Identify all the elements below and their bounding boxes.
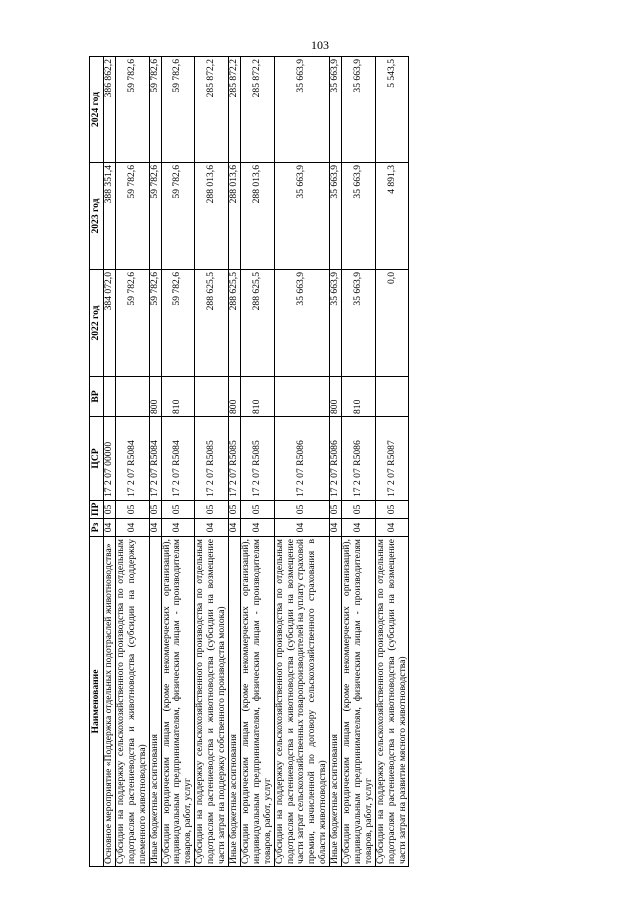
cell-y2024: 5 543,5 xyxy=(375,57,409,163)
cell-rz: 04 xyxy=(330,519,342,537)
cell-y2023: 288 013,6 xyxy=(195,163,229,270)
cell-name: Основное мероприятие «Поддержка отдельных подотраслей животноводства» xyxy=(104,537,116,867)
cell-y2024: 59 782,6 xyxy=(149,57,161,163)
cell-y2024: 285 872,2 xyxy=(228,57,240,163)
cell-pr: 05 xyxy=(375,501,409,519)
header-2024: 2024 год xyxy=(90,57,104,163)
cell-rz: 04 xyxy=(115,519,149,537)
cell-vr xyxy=(195,377,229,417)
cell-name: Иные бюджетные ассигнования xyxy=(330,537,342,867)
cell-csr: 17 2 07 R5086 xyxy=(274,417,330,501)
page-number: 103 xyxy=(311,38,329,52)
cell-y2022: 288 625,5 xyxy=(195,270,229,377)
table-row xyxy=(274,57,330,867)
cell-rz: 04 xyxy=(375,519,409,537)
cell-csr: 17 2 07 R5086 xyxy=(330,417,342,501)
cell-y2024: 285 872,2 xyxy=(195,57,229,163)
cell-name: Субсидии на поддержку сельскохозяйственного производства по отдельным подотраслям растениеводства и животноводства (субсидии на возмещение части затрат на поддержку собственного производства молока) xyxy=(195,537,229,867)
cell-y2022: 384 072,0 xyxy=(104,270,116,377)
table-row xyxy=(342,57,376,867)
cell-name: Субсидии на поддержку сельскохозяйственного производства по отдельным подотраслям растениеводства и животноводства (субсидии на возмещение части затрат на развитие мясного животноводства) xyxy=(375,537,409,867)
cell-y2024: 59 782,6 xyxy=(161,57,195,163)
cell-vr xyxy=(104,377,116,417)
cell-rz: 04 xyxy=(161,519,195,537)
header-2023: 2023 год xyxy=(90,163,104,270)
cell-pr: 05 xyxy=(115,501,149,519)
cell-csr: 17 2 07 R5084 xyxy=(149,417,161,501)
cell-rz: 04 xyxy=(228,519,240,537)
cell-y2022: 59 782,6 xyxy=(115,270,149,377)
cell-csr: 17 2 07 R5084 xyxy=(115,417,149,501)
cell-vr: 800 xyxy=(149,377,161,417)
cell-pr: 05 xyxy=(161,501,195,519)
table-row xyxy=(330,57,342,867)
cell-csr: 17 2 07 R5085 xyxy=(195,417,229,501)
header-name: Наименование xyxy=(90,537,104,867)
cell-y2023: 388 351,4 xyxy=(104,163,116,270)
header-vr: ВР xyxy=(90,377,104,417)
cell-y2023: 59 782,6 xyxy=(161,163,195,270)
cell-y2024: 386 862,2 xyxy=(104,57,116,163)
cell-y2022: 35 663,9 xyxy=(330,270,342,377)
cell-vr xyxy=(375,377,409,417)
cell-name: Субсидии на поддержку сельскохозяйственного производства по отдельным подотраслям растениеводства и животноводства (субсидии на возмещение части затрат сельскохозяйственных товаропроизводителей на уплату страховой премии, начисленной по договору сельскохозяйственного страхования в области животноводства) xyxy=(274,537,330,867)
cell-pr: 05 xyxy=(240,501,274,519)
cell-vr xyxy=(115,377,149,417)
cell-y2023: 35 663,9 xyxy=(274,163,330,270)
cell-y2023: 35 663,9 xyxy=(342,163,376,270)
cell-pr: 05 xyxy=(342,501,376,519)
cell-csr: 17 2 07 R5085 xyxy=(228,417,240,501)
cell-name: Субсидии юридическим лицам (кроме некоммерческих организаций), индивидуальным предпринимателям, физическим лицам - производителям товаров, работ, услуг xyxy=(161,537,195,867)
cell-rz: 04 xyxy=(240,519,274,537)
cell-y2024: 35 663,9 xyxy=(330,57,342,163)
cell-y2023: 35 663,9 xyxy=(330,163,342,270)
cell-vr: 810 xyxy=(342,377,376,417)
cell-y2024: 285 872,2 xyxy=(240,57,274,163)
table-row xyxy=(375,57,409,867)
cell-rz: 04 xyxy=(342,519,376,537)
cell-vr: 810 xyxy=(161,377,195,417)
cell-y2022: 59 782,6 xyxy=(149,270,161,377)
cell-csr: 17 2 07 R5085 xyxy=(240,417,274,501)
cell-name: Субсидии на поддержку сельскохозяйственного производства по отдельным подотраслям растениеводства и животноводства (субсидии на поддержку племенного животноводства) xyxy=(115,537,149,867)
cell-vr xyxy=(274,377,330,417)
table-header-row xyxy=(90,57,104,867)
table-row xyxy=(161,57,195,867)
cell-name: Субсидии юридическим лицам (кроме некоммерческих организаций), индивидуальным предпринимателям, физическим лицам - производителям товаров, работ, услуг xyxy=(342,537,376,867)
cell-csr: 17 2 07 00000 xyxy=(104,417,116,501)
table-row xyxy=(149,57,161,867)
rotated-table-container xyxy=(89,57,565,867)
cell-vr: 810 xyxy=(240,377,274,417)
table-row xyxy=(240,57,274,867)
header-pr: ПР xyxy=(90,501,104,519)
cell-rz: 04 xyxy=(104,519,116,537)
cell-pr: 05 xyxy=(195,501,229,519)
cell-pr: 05 xyxy=(330,501,342,519)
cell-y2023: 288 013,6 xyxy=(240,163,274,270)
cell-y2022: 35 663,9 xyxy=(274,270,330,377)
cell-rz: 04 xyxy=(274,519,330,537)
header-rz: Рз xyxy=(90,519,104,537)
cell-name: Иные бюджетные ассигнования xyxy=(149,537,161,867)
cell-name: Иные бюджетные ассигнования xyxy=(228,537,240,867)
cell-name: Субсидии юридическим лицам (кроме некоммерческих организаций), индивидуальным предпринимателям, физическим лицам - производителям товаров, работ, услуг xyxy=(240,537,274,867)
cell-y2022: 288 625,5 xyxy=(240,270,274,377)
cell-y2023: 59 782,6 xyxy=(115,163,149,270)
table-row xyxy=(228,57,240,867)
cell-rz: 04 xyxy=(195,519,229,537)
cell-y2022: 0,0 xyxy=(375,270,409,377)
cell-y2024: 35 663,9 xyxy=(342,57,376,163)
table-row xyxy=(104,57,116,867)
cell-pr: 05 xyxy=(149,501,161,519)
cell-y2022: 288 625,5 xyxy=(228,270,240,377)
header-csr: ЦСР xyxy=(90,417,104,501)
cell-vr: 800 xyxy=(228,377,240,417)
cell-pr: 05 xyxy=(228,501,240,519)
header-2022: 2022 год xyxy=(90,270,104,377)
cell-y2023: 288 013,6 xyxy=(228,163,240,270)
cell-y2024: 35 663,9 xyxy=(274,57,330,163)
cell-y2023: 4 891,3 xyxy=(375,163,409,270)
cell-vr: 800 xyxy=(330,377,342,417)
cell-csr: 17 2 07 R5084 xyxy=(161,417,195,501)
cell-y2023: 59 782,6 xyxy=(149,163,161,270)
table-row xyxy=(115,57,149,867)
cell-y2022: 35 663,9 xyxy=(342,270,376,377)
cell-csr: 17 2 07 R5086 xyxy=(342,417,376,501)
budget-table xyxy=(89,56,409,867)
cell-y2024: 59 782,6 xyxy=(115,57,149,163)
table-row xyxy=(195,57,229,867)
cell-pr: 05 xyxy=(104,501,116,519)
cell-y2022: 59 782,6 xyxy=(161,270,195,377)
cell-pr: 05 xyxy=(274,501,330,519)
cell-rz: 04 xyxy=(149,519,161,537)
cell-csr: 17 2 07 R5087 xyxy=(375,417,409,501)
